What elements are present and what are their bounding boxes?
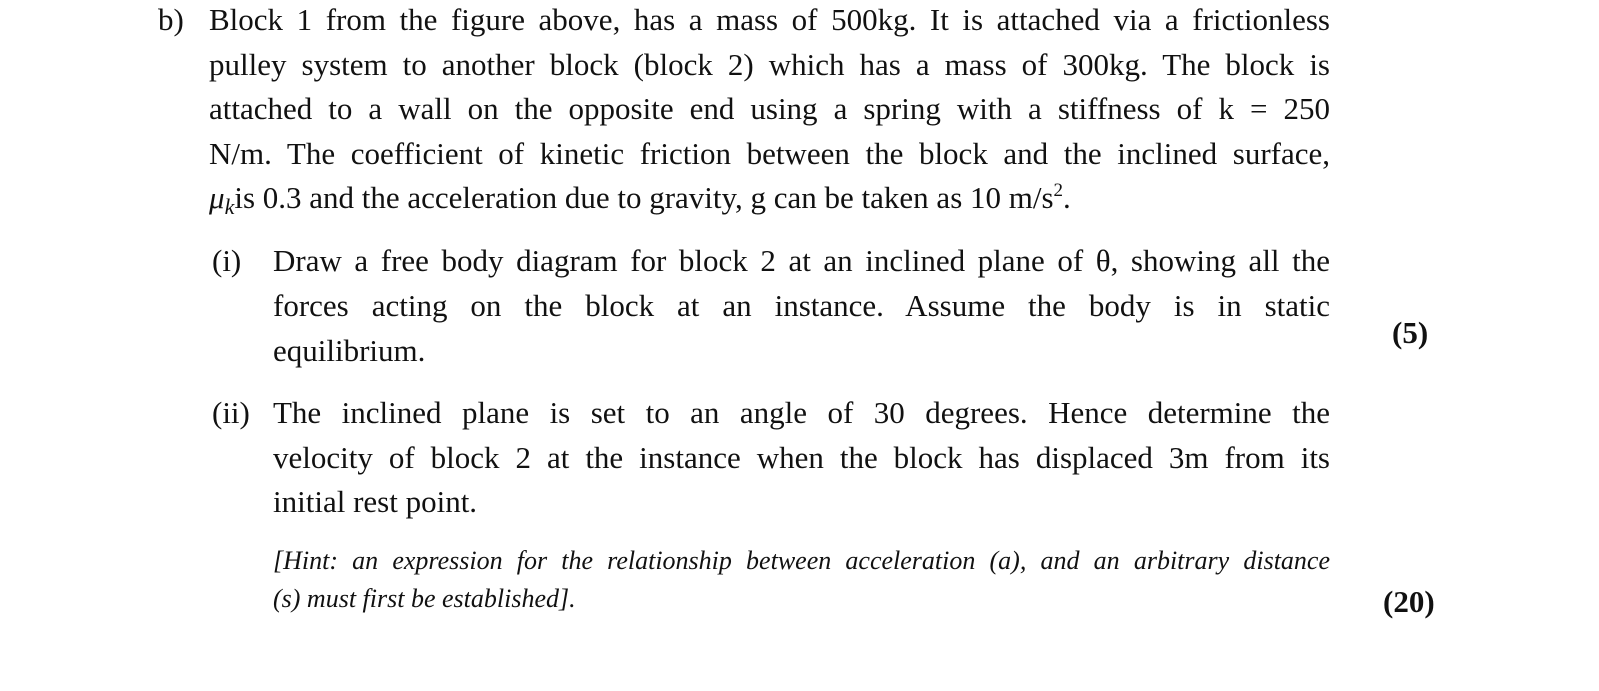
question-ii-line-1: The inclined plane is set to an angle of 30 degrees. Hence determine the [273,395,1330,430]
mu-symbol: μ [209,180,225,215]
question-ii-line-2: velocity of block 2 at the instance when the block has displaced 3m from its [273,440,1330,475]
part-b-line-2: pulley system to another block (block 2) which has a mass of 300kg. The block is [209,47,1330,82]
part-b-line-4: N/m. The coefficient of kinetic friction between the block and the inclined surface, [209,136,1330,171]
question-i-label: (i) [212,243,242,278]
part-b-label: b) [158,2,184,37]
question-i-line-3: equilibrium. [273,333,426,368]
question-i-marks: (5) [1392,315,1429,350]
hint-line-2: (s) must first be established]. [273,584,576,613]
question-ii-marks: (20) [1383,584,1435,619]
question-i-line-1: Draw a free body diagram for block 2 at an inclined plane of θ, showing all the [273,243,1330,278]
question-ii-line-3: initial rest point. [273,484,478,519]
part-b-line-1: Block 1 from the figure above, has a mass of 500kg. It is attached via a frictionless [209,2,1330,37]
hint-line-1: [Hint: an expression for the relationship between acceleration (a), and an arbitrary distance [273,546,1330,575]
units-superscript: 2 [1053,180,1064,201]
mu-subscript: k [224,194,235,219]
part-b-line-3: attached to a wall on the opposite end using a spring with a stiffness of k = 250 [209,91,1330,126]
part-b-line-5-text: is 0.3 and the acceleration due to gravity, g can be taken as 10 m/s [234,180,1054,215]
question-i-line-2: forces acting on the block at an instance. Assume the body is in static [273,288,1330,323]
part-b-line-5 [209,180,1071,219]
question-ii-label: (ii) [212,395,250,430]
part-b-line-5-end: . [1063,180,1071,215]
mu-k-symbol [209,180,235,219]
